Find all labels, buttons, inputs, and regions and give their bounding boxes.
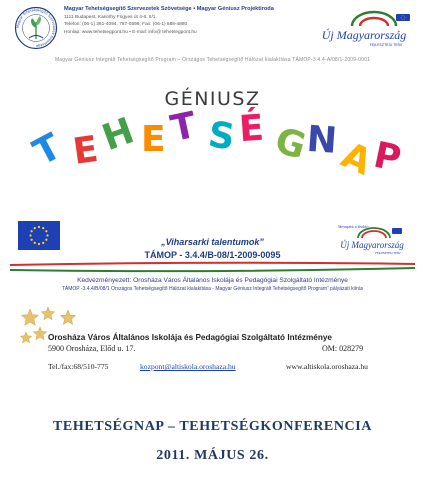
school-phone: Tel./fax:68/510-775 — [48, 362, 109, 371]
eu-star-icon — [38, 226, 40, 228]
project-title: „Viharsarki talentumok” — [161, 237, 264, 247]
school-email-link[interactable]: kozpont@altiskola.oroshaza.hu — [140, 362, 236, 371]
beneficiary-line: Kedvezményezett: Orosháza Város Általános Iskolája és Pedagógiai Szolgáltató Intézménye — [77, 277, 348, 284]
star-icon — [33, 327, 46, 340]
uj-magyarorszag-logo — [312, 6, 416, 52]
tehetsegnap-wordmark — [26, 104, 405, 186]
svg-text:Új Magyarország: Új Magyarország — [321, 28, 407, 42]
org-info — [64, 6, 319, 35]
tehetsegnap-letter: É — [237, 107, 266, 151]
tehetsegnap-letter: P — [370, 134, 405, 181]
svg-text:Támogató a jövőért: Támogató a jövőért — [338, 225, 369, 229]
org-web: Honlap: www.tehetsegpont.hu • E-mail: info@ tehetsegpont.hu — [64, 29, 197, 35]
eu-star-icon — [31, 230, 33, 232]
svg-text:Magyar Tehetségsegítő Szerveze: Magyar Tehetségsegítő Szervezetek Szövetsége — [15, 7, 57, 49]
star-icon — [20, 332, 31, 343]
svg-text:Új Magyarország: Új Magyarország — [340, 240, 404, 250]
tricolor-swoosh — [10, 258, 415, 274]
project-code: TÁMOP - 3.4.4/B-08/1-2009-0095 — [144, 250, 281, 260]
tehetsegnap-letter: A — [335, 134, 378, 184]
event-title: TEHETSÉGNAP – TEHETSÉGKONFERENCIA — [52, 419, 373, 434]
tehetsegnap-letter: E — [141, 118, 166, 160]
school-website: www.altiskola.oroshaza.hu — [286, 362, 368, 371]
tehetsegnap-letter: T — [167, 104, 200, 151]
org-title: Magyar Tehetségsegítő Szervezetek Szövetsége • Magyar Géniusz Projektiroda — [64, 6, 274, 12]
tehetsegnap-letter: N — [305, 118, 339, 162]
letterhead — [0, 0, 425, 56]
org-address: 1111 Budapest, Karinthy Frigyes út 4-6. II/1. — [64, 14, 157, 20]
tehetsegnap-letter: T — [26, 126, 68, 174]
tehetsegnap-letter: E — [70, 128, 101, 173]
tehetsegnap-letter: G — [270, 120, 311, 168]
eu-star-icon — [34, 227, 36, 229]
star-icon — [41, 307, 54, 320]
event-date: 2011. MÁJUS 26. — [156, 448, 269, 463]
org-phone: Telefon: (06-1) 361-4094, 787-0596; Fax: (06-1) 688-4880 — [64, 22, 188, 28]
eu-star-icon — [45, 230, 47, 232]
program-line: Magyar Géniusz Integrált Tehetségsegítő Program – Országos Tehetségsegítő Hálózat kialakítása TÁMOP-3.4.4-A/08/1-2009-0001 — [54, 57, 371, 63]
tamop-note: TÁMOP -3.4.4/B/08/1 Országos Tehetségsegítő Hálózat kialakítása - Magyar Géniusz Integrált Tehetségsegítő Program” pályázati kiírás — [61, 286, 364, 292]
star-icon — [21, 309, 38, 325]
tehetsegnap-letter: H — [97, 110, 140, 160]
tehetsegnap-letter: S — [205, 114, 238, 159]
svg-text:FEJLESZTÉSI TERV: FEJLESZTÉSI TERV — [369, 43, 403, 47]
school-address: 5900 Orosháza, Előd u. 17. — [48, 344, 136, 353]
eu-star-icon — [42, 227, 44, 229]
geniusz-wordmark: GÉNIUSZ — [164, 88, 261, 110]
star-icon — [60, 310, 75, 324]
mtsz-logo — [14, 6, 58, 50]
school-om-number: OM: 028279 — [322, 344, 364, 353]
svg-text:FEJLESZTÉSI TERV: FEJLESZTÉSI TERV — [375, 251, 401, 255]
school-name: Orosháza Város Általános Iskolája és Pedagógiai Szolgáltató Intézménye — [48, 333, 332, 342]
